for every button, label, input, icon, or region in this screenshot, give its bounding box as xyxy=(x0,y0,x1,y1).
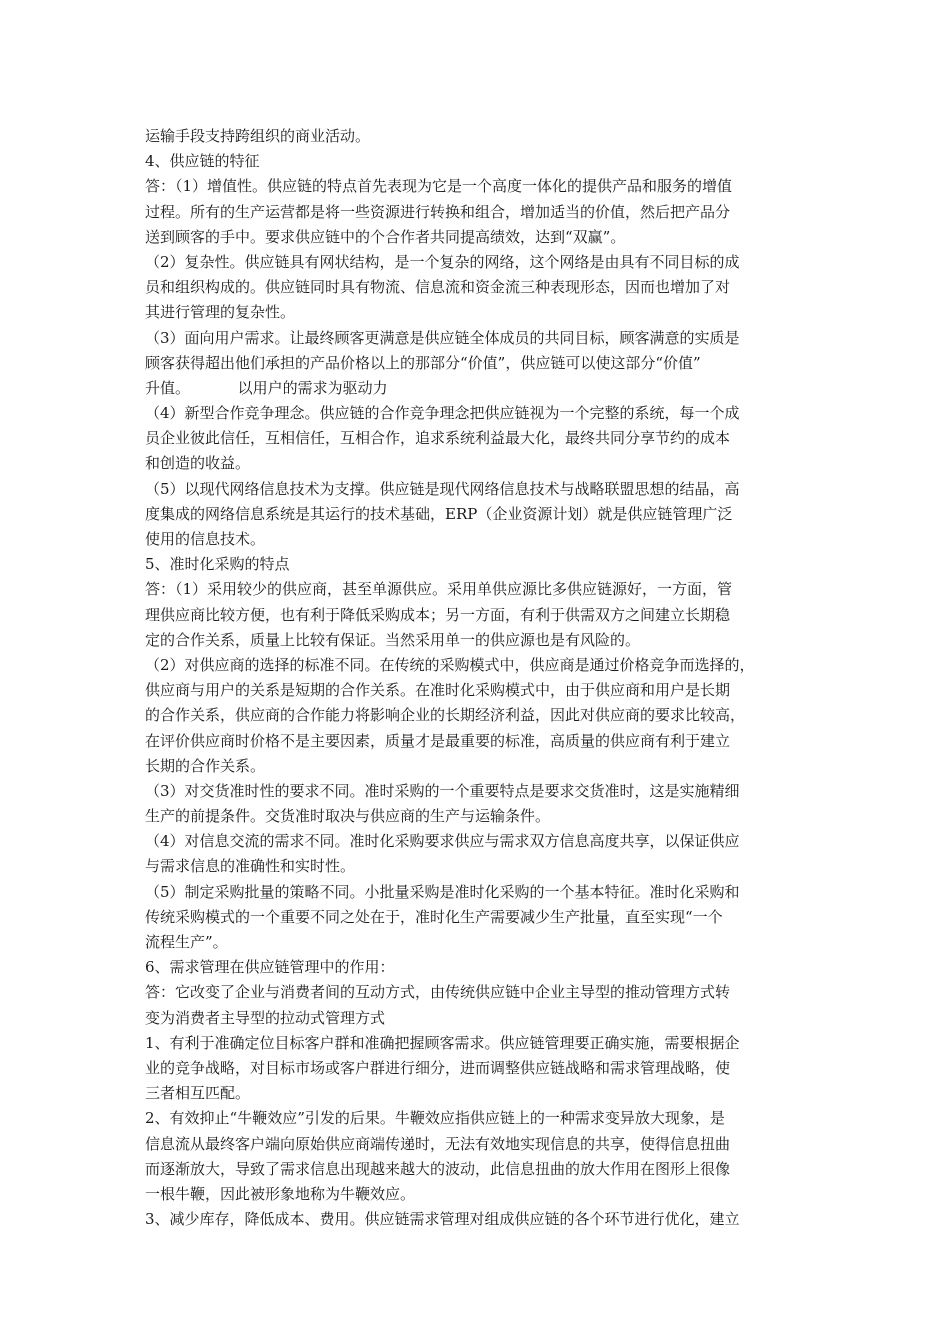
text-line: 理供应商比较方便，也有利于降低采购成本；另一方面，有利于供需双方之间建立长期稳 xyxy=(145,605,731,624)
text-line: 2、有效抑止“牛鞭效应”引发的后果。牛鞭效应指供应链上的一种需求变异放大现象，是 xyxy=(145,1109,725,1128)
text-line: 4、供应链的特征 xyxy=(145,152,260,171)
text-line: （4）对信息交流的需求不同。准时化采购要求供应与需求双方信息高度共享，以保证供应 xyxy=(145,832,740,851)
text-line: 运输手段支持跨组织的商业活动。 xyxy=(145,127,371,145)
text-line: 和创造的收益。 xyxy=(145,454,251,473)
text-line: 信息流从最终客户端向原始供应商端传递时，无法有效地实现信息的共享，使得信息扭曲 xyxy=(145,1134,731,1153)
text-line: 送到顾客的手中。要求供应链中的个合作者共同提高绩效，达到“双赢”。 xyxy=(145,227,626,246)
text-line: 传统采购模式的一个重要不同之处在于，准时化生产需要减少生产批量，直至实现“一个 xyxy=(145,907,723,926)
text-line: 6、需求管理在供应链管理中的作用： xyxy=(145,958,395,977)
text-line: （2）复杂性。供应链具有网状结构，是一个复杂的网络，这个网络是由具有不同目标的成 xyxy=(145,252,740,271)
text-line: 1、有利于准确定位目标客户群和准确把握顾客需求。供应链管理要正确实施，需要根据企 xyxy=(145,1033,740,1052)
text-line: 定的合作关系，质量上比较有保证。当然采用单一的供应源也是有风险的。 xyxy=(145,630,641,649)
text-line: 3、减少库存，降低成本、费用。供应链需求管理对组成供应链的各个环节进行优化，建立 xyxy=(145,1210,740,1229)
text-line: 顾客获得超出他们承担的产品价格以上的那部分“价值”，供应链可以使这部分“价值” xyxy=(145,353,701,372)
text-line: 其进行管理的复杂性。 xyxy=(145,303,296,322)
text-line: 答：它改变了企业与消费者间的互动方式，由传统供应链中企业主导型的推动管理方式转 xyxy=(145,983,731,1002)
text-line: 使用的信息技术。 xyxy=(145,530,266,548)
text-line: （3）对交货准时性的要求不同。准时采购的一个重要特点是要求交货准时，这是实施精细 xyxy=(145,781,740,800)
text-line: （5）制定采购批量的策略不同。小批量采购是准时化采购的一个基本特征。准时化采购和 xyxy=(145,882,740,901)
text-line: 答：（1）采用较少的供应商，甚至单源供应。采用单供应源比多供应链源好，一方面，管 xyxy=(145,580,733,599)
text-line: 业的竞争战略，对目标市场或客户群进行细分，进而调整供应链战略和需求管理战略，使 xyxy=(145,1058,731,1077)
text-line: 员和组织构成的。供应链同时具有物流、信息流和资金流三种表现形态，因而也增加了对 xyxy=(145,278,731,297)
text-line: 度集成的网络信息系统是其运行的技术基础，ERP（企业资源计划）就是供应链管理广泛 xyxy=(145,504,733,523)
text-line: 供应商与用户的关系是短期的合作关系。在准时化采购模式中，由于供应商和用户是长期 xyxy=(145,681,731,700)
text-line: 一根牛鞭，因此被形象地称为牛鞭效应。 xyxy=(145,1184,416,1203)
text-line: 过程。所有的生产运营都是将一些资源进行转换和组合，增加适当的价值，然后把产品分 xyxy=(145,202,731,221)
text-line: 与需求信息的准确性和实时性。 xyxy=(145,857,356,876)
text-line: （5）以现代网络信息技术为支撑。供应链是现代网络信息技术与战略联盟思想的结晶，高 xyxy=(145,479,740,498)
text-line: （2）对供应商的选择的标准不同。在传统的采购模式中，供应商是通过价格竞争而选择的， xyxy=(145,655,755,674)
text-line: 答：（1）增值性。供应链的特点首先表现为它是一个高度一体化的提供产品和服务的增值 xyxy=(145,177,733,196)
text-line: 在评价供应商时价格不是主要因素，质量才是最重要的标准，高质量的供应商有利于建立 xyxy=(145,731,731,750)
text-line: 员企业彼此信任，互相信任，互相合作，追求系统利益最大化，最终共同分享节约的成本 xyxy=(145,429,731,448)
text-line: 流程生产”。 xyxy=(145,933,228,951)
text-line: 而逐渐放大，导致了需求信息出现越来越大的波动，此信息扭曲的放大作用在图形上很像 xyxy=(145,1159,731,1178)
text-line: 5、准时化采购的特点 xyxy=(145,555,290,574)
text-line: （3）面向用户需求。让最终顾客更满意是供应链全体成员的共同目标，顾客满意的实质是 xyxy=(145,328,740,347)
text-line: 三者相互匹配。 xyxy=(145,1084,251,1103)
text-line: 的合作关系，供应商的合作能力将影响企业的长期经济利益，因此对供应商的要求比较高， xyxy=(145,706,746,725)
text-line: 变为消费者主导型的拉动式管理方式 xyxy=(145,1008,386,1027)
text-line: 升值。 以用户的需求为驱动力 xyxy=(145,378,388,397)
document-body xyxy=(145,124,811,1232)
text-line: 生产的前提条件。交货准时取决与供应商的生产与运输条件。 xyxy=(145,807,551,826)
text-line: 长期的合作关系。 xyxy=(145,756,266,775)
text-line: （4）新型合作竞争理念。供应链的合作竞争理念把供应链视为一个完整的系统，每一个成 xyxy=(145,404,740,423)
